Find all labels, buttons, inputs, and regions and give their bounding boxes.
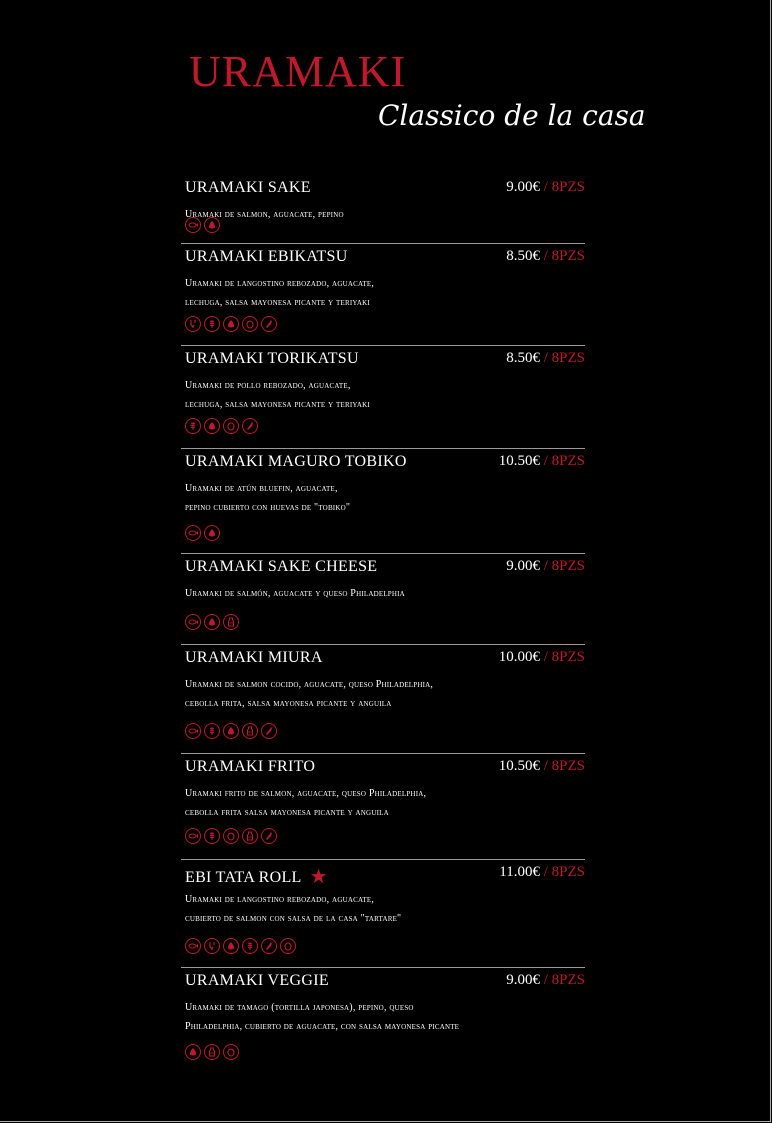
- price-separator: /: [539, 972, 552, 988]
- item-price: [499, 453, 585, 470]
- avocado-icon: [223, 723, 239, 739]
- page-title: URAMAKI: [189, 47, 407, 96]
- allergen-icons: [185, 938, 296, 954]
- price-amount: 10.50€: [498, 453, 540, 469]
- menu-item: [181, 449, 585, 554]
- menu-item: [181, 244, 585, 346]
- menu-item: [181, 645, 585, 754]
- fish-icon: [185, 938, 201, 954]
- description-line: Uramaki de pollo rebozado, aguacate,: [185, 380, 351, 391]
- description-line: Uramaki de salmon cocido, aguacate, queso Philadelphia,: [185, 679, 434, 690]
- star-icon: ★: [309, 866, 328, 888]
- milk-icon: [223, 614, 239, 630]
- egg-icon: [223, 1044, 239, 1060]
- description-line: lechuga, salsa mayonesa picante y teriyaki: [185, 399, 370, 410]
- item-name: [185, 248, 348, 266]
- description-line: Uramaki de tamago (tortilla japonesa), pepino, queso: [185, 1002, 414, 1013]
- item-name: [185, 179, 311, 197]
- avocado-icon: [185, 1044, 201, 1060]
- item-description: [185, 998, 525, 1036]
- description-line: Uramaki frito de salmon, aguacate, queso Philadelphia,: [185, 788, 427, 799]
- wheat-icon: [204, 723, 220, 739]
- allergen-icons: [185, 1044, 239, 1060]
- piece-count: 8PZS: [551, 972, 585, 988]
- item-name-text: URAMAKI TORIKATSU: [185, 350, 359, 367]
- chili-icon: [261, 828, 277, 844]
- item-price: [506, 179, 585, 196]
- price-separator: /: [539, 649, 552, 665]
- item-description: [185, 479, 525, 517]
- piece-count: 8PZS: [551, 758, 585, 774]
- price-separator: /: [539, 758, 552, 774]
- avocado-icon: [204, 525, 220, 541]
- description-line: Uramaki de atún bluefin, aguacate,: [185, 483, 338, 494]
- menu-item: [181, 860, 585, 968]
- item-name-text: URAMAKI VEGGIE: [185, 972, 329, 989]
- item-description: [185, 584, 525, 603]
- wheat-icon: [242, 938, 258, 954]
- piece-count: 8PZS: [551, 179, 585, 195]
- allergen-icons: [185, 614, 239, 630]
- description-line: Philadelphia, cubierto de aguacate, con salsa mayonesa picante: [185, 1021, 460, 1032]
- fish-icon: [185, 525, 201, 541]
- price-amount: 9.00€: [506, 972, 540, 988]
- item-name: [185, 453, 407, 471]
- allergen-icons: [185, 723, 277, 739]
- piece-count: 8PZS: [551, 864, 585, 880]
- avocado-icon: [223, 938, 239, 954]
- item-description: [185, 675, 525, 713]
- price-separator: /: [539, 248, 552, 264]
- item-description: [185, 376, 525, 414]
- fish-icon: [185, 723, 201, 739]
- item-price: [506, 558, 585, 575]
- piece-count: 8PZS: [551, 558, 585, 574]
- item-price: [499, 758, 585, 775]
- price-amount: 10.00€: [498, 649, 540, 665]
- description-line: Uramaki de salmon, aguacate, pepino: [185, 209, 344, 220]
- description-line: Uramaki de salmón, aguacate y queso Philadelphia: [185, 588, 405, 599]
- description-line: lechuga, salsa mayonesa picante y teriyaki: [185, 297, 370, 308]
- item-name: [185, 649, 323, 667]
- description-line: cubierto de salmon con salsa de la casa "tartare": [185, 913, 402, 924]
- milk-icon: [242, 723, 258, 739]
- item-name-text: URAMAKI MAGURO TOBIKO: [185, 453, 407, 470]
- item-description: [185, 274, 525, 312]
- price-amount: 11.00€: [499, 864, 540, 880]
- allergen-icons: [185, 525, 220, 541]
- price-separator: /: [539, 453, 552, 469]
- item-price: [506, 248, 585, 265]
- chili-icon: [261, 938, 277, 954]
- egg-icon: [223, 418, 239, 434]
- description-line: Uramaki de langostino rebozado, aguacate,: [185, 278, 375, 289]
- item-description: [185, 890, 525, 928]
- item-name-text: URAMAKI SAKE: [185, 179, 311, 196]
- item-name: [185, 972, 329, 990]
- milk-icon: [242, 828, 258, 844]
- fish-icon: [185, 217, 201, 233]
- chili-icon: [261, 316, 277, 332]
- page-subtitle: Classico de la casa: [378, 99, 646, 132]
- price-separator: /: [539, 350, 552, 366]
- allergen-icons: [185, 828, 277, 844]
- item-name: [185, 558, 377, 576]
- menu-item: [181, 175, 585, 244]
- item-price: [499, 864, 585, 881]
- wheat-icon: [204, 316, 220, 332]
- description-line: cebolla frita salsa mayonesa picante y anguila: [185, 807, 389, 818]
- description-line: cebolla frita, salsa mayonesa picante y anguila: [185, 698, 392, 709]
- piece-count: 8PZS: [551, 649, 585, 665]
- item-name-text: URAMAKI FRITO: [185, 758, 316, 775]
- piece-count: 8PZS: [551, 350, 585, 366]
- item-name-text: URAMAKI MIURA: [185, 649, 323, 666]
- price-amount: 8.50€: [506, 248, 540, 264]
- item-name: [185, 350, 359, 368]
- milk-icon: [204, 1044, 220, 1060]
- avocado-icon: [204, 217, 220, 233]
- avocado-icon: [204, 614, 220, 630]
- egg-icon: [242, 316, 258, 332]
- fish-icon: [185, 828, 201, 844]
- price-amount: 9.00€: [506, 179, 540, 195]
- allergen-icons: [185, 316, 277, 332]
- avocado-icon: [223, 316, 239, 332]
- item-description: [185, 784, 525, 822]
- avocado-icon: [204, 418, 220, 434]
- price-separator: /: [539, 558, 552, 574]
- item-price: [499, 649, 585, 666]
- price-separator: /: [539, 179, 552, 195]
- price-amount: 8.50€: [506, 350, 540, 366]
- item-name: [185, 864, 328, 889]
- menu-item: [181, 754, 585, 860]
- allergen-icons: [185, 418, 258, 434]
- menu-item: [181, 554, 585, 645]
- item-name-text: URAMAKI EBIKATSU: [185, 248, 348, 265]
- wheat-icon: [185, 418, 201, 434]
- item-price: [506, 972, 585, 989]
- item-description: [185, 205, 525, 224]
- description-line: pepino cubierto con huevas de "tobiko": [185, 502, 351, 513]
- item-name-text: URAMAKI SAKE CHEESE: [185, 558, 378, 575]
- item-price: [506, 350, 585, 367]
- price-amount: 10.50€: [498, 758, 540, 774]
- chili-icon: [261, 723, 277, 739]
- allergen-icons: [185, 217, 220, 233]
- menu-list: [181, 175, 585, 1088]
- egg-icon: [223, 828, 239, 844]
- wheat-icon: [204, 828, 220, 844]
- menu-item: [181, 346, 585, 449]
- egg-icon: [280, 938, 296, 954]
- price-amount: 9.00€: [506, 558, 540, 574]
- shrimp-icon: [185, 316, 201, 332]
- menu-item: [181, 968, 585, 1088]
- piece-count: 8PZS: [551, 248, 585, 264]
- item-name: [185, 758, 315, 776]
- piece-count: 8PZS: [551, 453, 585, 469]
- chili-icon: [242, 418, 258, 434]
- price-separator: /: [539, 864, 552, 880]
- description-line: Uramaki de langostino rebozado, aguacate,: [185, 894, 375, 905]
- fish-icon: [185, 614, 201, 630]
- item-name-text: EBI TATA ROLL: [185, 869, 302, 886]
- shrimp-icon: [204, 938, 220, 954]
